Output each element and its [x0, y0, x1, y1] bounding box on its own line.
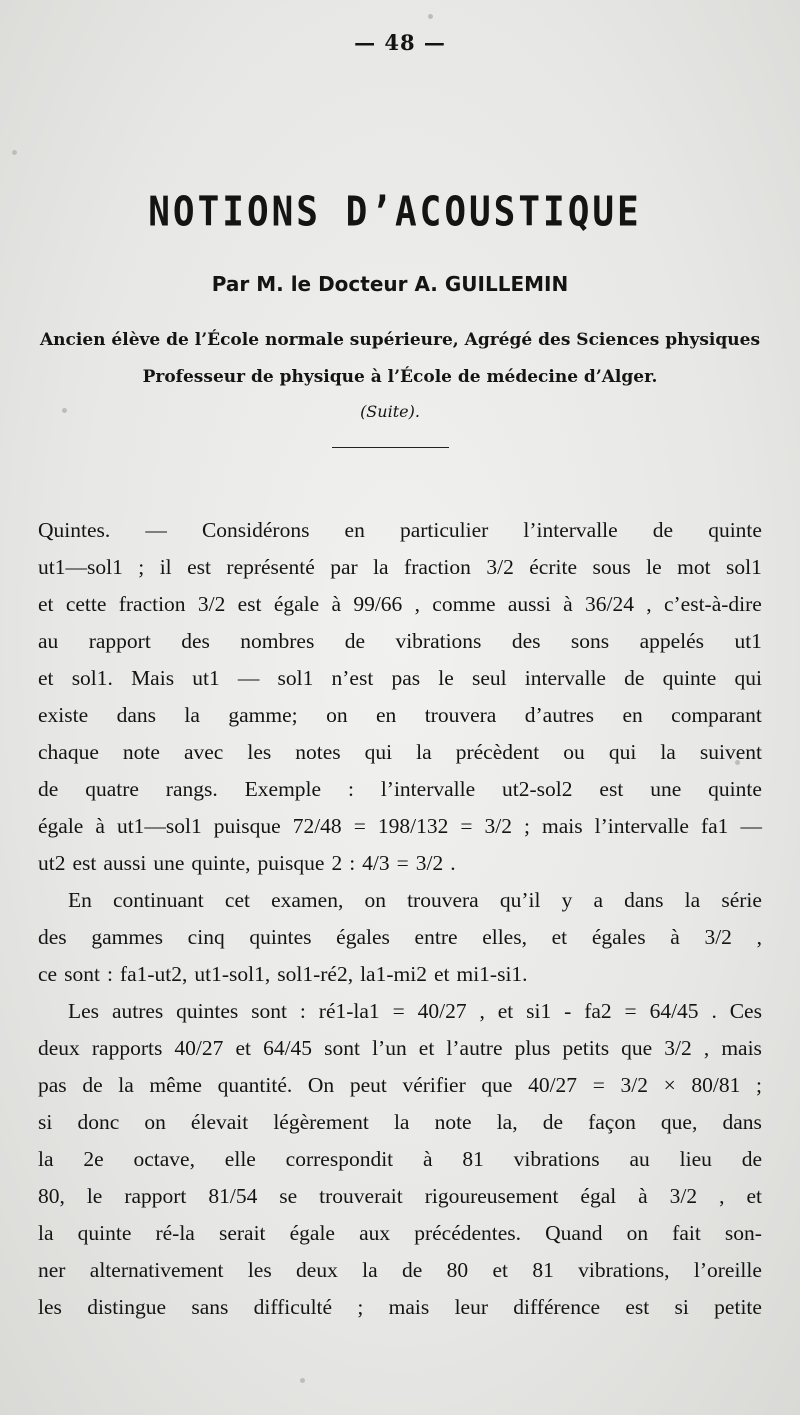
body-line: 80, le rapport 81/54 se trouverait rigoureusement égal à 3/2 , et [38, 1184, 762, 1208]
body-line: existe dans la gamme; on en trouvera d’autres en comparant [38, 703, 762, 727]
body-line: la 2e octave, elle correspondit à 81 vibrations au lieu de [38, 1147, 762, 1171]
body-line: En continuant cet examen, on trouvera qu’il y a dans la série [68, 888, 762, 912]
body-line: de quatre rangs. Exemple : l’intervalle ut2-sol2 est une quinte [38, 777, 762, 801]
body-line: ut2 est aussi une quinte, puisque 2 : 4/3 = 3/2 . [38, 851, 456, 875]
body-text [38, 512, 762, 1326]
body-line: pas de la même quantité. On peut vérifier que 40/27 = 3/2 × 80/81 ; [38, 1073, 762, 1097]
body-line: ce sont : fa1-ut2, ut1-sol1, sol1-ré2, la1-mi2 et mi1-si1. [38, 962, 528, 986]
body-line: et cette fraction 3/2 est égale à 99/66 , comme aussi à 36/24 , c’est-à-dire [38, 592, 762, 616]
body-line: Quintes. — Considérons en particulier l’intervalle de quinte [38, 518, 762, 542]
body-line: et sol1. Mais ut1 — sol1 n’est pas le seul intervalle de quinte qui [38, 666, 762, 690]
paper-speck [12, 150, 17, 155]
body-line: chaque note avec les notes qui la précèdent ou qui la suivent [38, 740, 762, 764]
section-divider [332, 447, 449, 448]
body-line: deux rapports 40/27 et 64/45 sont l’un et l’autre plus petits que 3/2 , mais [38, 1036, 762, 1060]
body-line: au rapport des nombres de vibrations des sons appelés ut1 [38, 629, 762, 653]
body-line: Les autres quintes sont : ré1-la1 = 40/27 , et si1 - fa2 = 64/45 . Ces [68, 999, 762, 1023]
body-line: ner alternativement les deux la de 80 et 81 vibrations, l’oreille [38, 1258, 762, 1282]
body-line: si donc on élevait légèrement la note la, de façon que, dans [38, 1110, 762, 1134]
page-number: — 48 — [354, 30, 446, 55]
body-line: égale à ut1—sol1 puisque 72/48 = 198/132 = 3/2 ; mais l’intervalle fa1 — [38, 814, 762, 838]
author-affiliation: Ancien élève de l’École normale supérieure, Agrégé des Sciences physiques [39, 330, 761, 350]
body-line: la quinte ré-la serait égale aux précédentes. Quand on fait son- [38, 1221, 762, 1245]
author-position: Professeur de physique à l’École de médecine d’Alger. [142, 367, 658, 387]
paper-speck [428, 14, 433, 19]
body-line: les distingue sans difficulté ; mais leur différence est si petite [38, 1295, 762, 1319]
body-line: des gammes cinq quintes égales entre elles, et égales à 3/2 , [38, 925, 762, 949]
body-line: ut1—sol1 ; il est représenté par la fraction 3/2 écrite sous le mot sol1 [38, 555, 762, 579]
continuation-note: (Suite). [360, 402, 420, 421]
article-title: NOTIONS D’ACOUSTIQUE [148, 188, 642, 237]
author-line: Par M. le Docteur A. GUILLEMIN [211, 272, 569, 296]
paper-speck [300, 1378, 305, 1383]
